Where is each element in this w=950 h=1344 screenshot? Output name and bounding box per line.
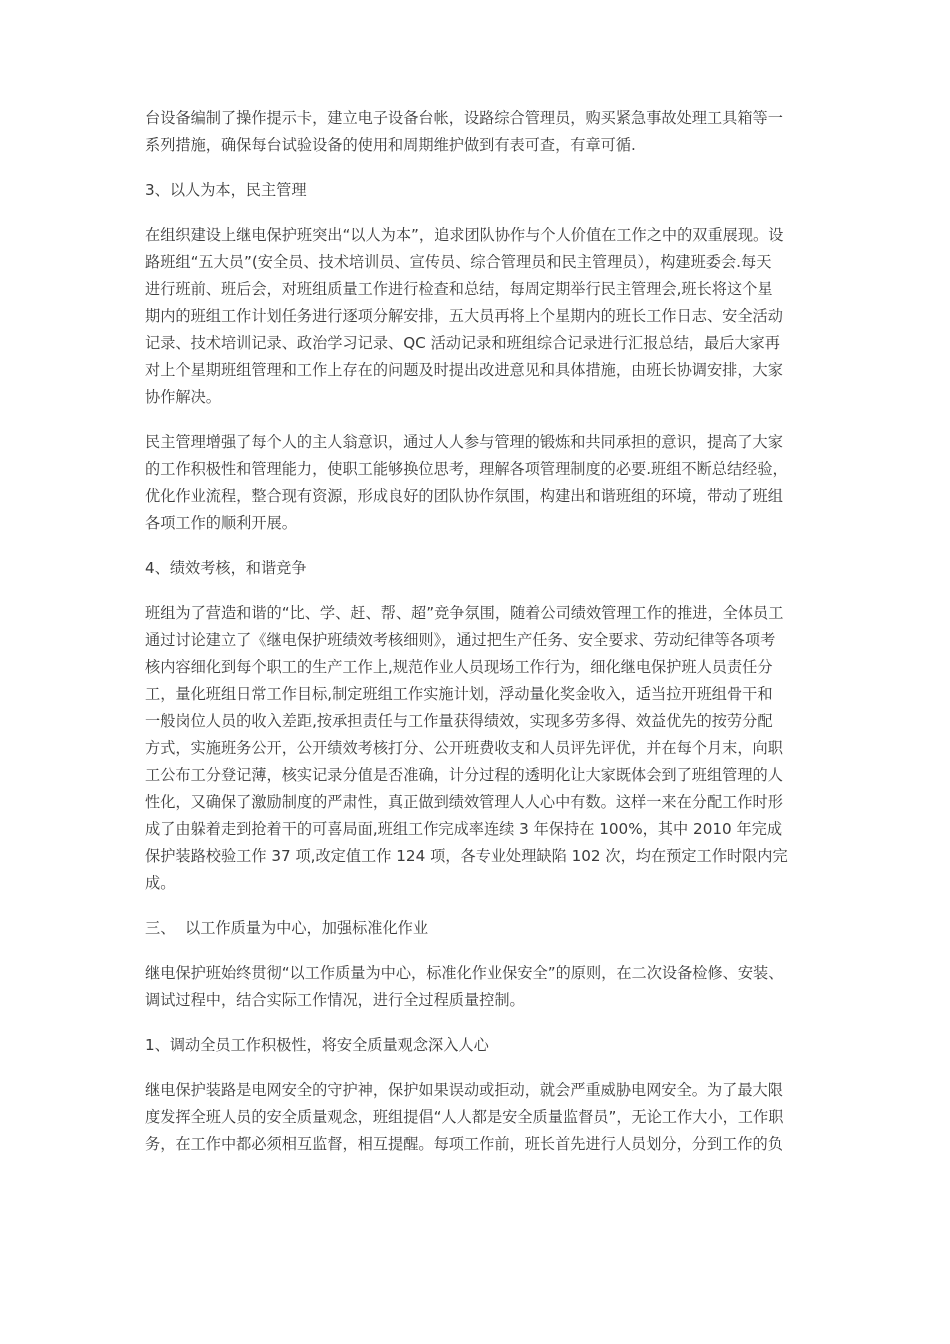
text-line: 度发挥全班人员的安全质量观念，班组提倡“人人都是安全质量监督员”，无论工作大小，工作职	[145, 1108, 784, 1126]
text-line: 继电保护班始终贯彻“以工作质量为中心，标准化作业保安全”的原则，在二次设备检修、安装、	[145, 964, 784, 982]
text-line: 保护装路校验工作 37 项,改定值工作 124 项，各专业处理缺陷 102 次，均在预定工作时限内完	[145, 847, 788, 865]
text-line: 成了由躲着走到抢着干的可喜局面,班组工作完成率连续 3 年保持在 100%，其中 2010 年完成	[145, 820, 783, 838]
text-line: 一般岗位人员的收入差距,按承担责任与工作量获得绩效，实现多劳多得、效益优先的按劳分配	[145, 712, 773, 730]
text-line: 工公布工分登记薄，核实记录分值是否准确，计分过程的透明化让大家既体会到了班组管理的人	[145, 766, 783, 784]
text-line: 期内的班组工作计划任务进行逐项分解安排，五大员再将上个星期内的班长工作日志、安全活动	[145, 307, 783, 325]
text-line: 协作解决。	[145, 388, 221, 406]
text-line: 的工作积极性和管理能力，使职工能够换位思考，理解各项管理制度的必要.班组不断总结经验，	[145, 460, 788, 478]
section-heading-people-oriented: 3、以人为本，民主管理	[145, 181, 307, 199]
text-line: 进行班前、班后会，对班组质量工作进行检查和总结，每周定期举行民主管理会,班长将这个星	[145, 280, 773, 298]
paragraph-quality-principle	[145, 960, 815, 1014]
text-line: 性化，又确保了激励制度的严肃性，真正做到绩效管理人人心中有数。这样一来在分配工作时形	[145, 793, 783, 811]
text-line: 方式，实施班务公开，公开绩效考核打分、公开班费收支和人员评先评优，并在每个月末，向职	[145, 739, 783, 757]
text-line: 对上个星期班组管理和工作上存在的问题及时提出改进意见和具体措施，由班长协调安排，大家	[145, 361, 783, 379]
text-line: 成。	[145, 874, 176, 892]
text-line: 路班组“五大员”(安全员、技术培训员、宣传员、综合管理员和民主管理员），构建班委会.每天	[145, 253, 772, 271]
text-line: 通过讨论建立了《继电保护班绩效考核细则》，通过把生产任务、安全要求、劳动纪律等各项考	[145, 631, 776, 649]
text-line: 优化作业流程，整合现有资源，形成良好的团队协作氛围，构建出和谐班组的环境，带动了班组	[145, 487, 783, 505]
section-heading-performance: 4、绩效考核，和谐竞争	[145, 559, 307, 577]
document-body	[145, 105, 815, 1158]
text-line: 记录、技术培训记录、政治学习记录、QC 活动记录和班组综合记录进行汇报总结，最后大家再	[145, 334, 780, 352]
text-line: 调试过程中，结合实际工作情况，进行全过程质量控制。	[145, 991, 525, 1009]
text-line: 班组为了营造和谐的“比、学、赶、帮、超”竞争氛围，随着公司绩效管理工作的推进，全体员工	[145, 604, 784, 622]
text-line: 系列措施，确保每台试验设备的使用和周期维护做到有表可查，有章可循.	[145, 136, 636, 154]
text-line: 在组织建设上继电保护班突出“以人为本”，追求团队协作与个人价值在工作之中的双重展现。设	[145, 226, 784, 244]
text-line: 台设备编制了操作提示卡，建立电子设备台帐，设路综合管理员，购买紧急事故处理工具箱等一	[145, 109, 783, 127]
section-heading-work-quality: 三、 以工作质量为中心，加强标准化作业	[145, 919, 429, 937]
text-line: 民主管理增强了每个人的主人翁意识，通过人人参与管理的锻炼和共同承担的意识，提高了大家	[145, 433, 783, 451]
paragraph-equipment-management	[145, 105, 815, 159]
text-line: 核内容细化到每个职工的生产工作上,规范作业人员现场工作行为，细化继电保护班人员责任分	[145, 658, 773, 676]
section-heading-safety-quality: 1、调动全员工作积极性，将安全质量观念深入人心	[145, 1036, 489, 1054]
text-line: 工，量化班组日常工作目标,制定班组工作实施计划，浮动量化奖金收入，适当拉开班组骨干和	[145, 685, 773, 703]
text-line: 继电保护装路是电网安全的守护神，保护如果误动或拒动，就会严重威胁电网安全。为了最大限	[145, 1081, 783, 1099]
text-line: 各项工作的顺利开展。	[145, 514, 297, 532]
text-line: 务，在工作中都必须相互监督，相互提醒。每项工作前，班长首先进行人员划分，分到工作的负	[145, 1135, 783, 1153]
paragraph-relay-protection	[145, 1077, 815, 1158]
paragraph-performance-assessment	[145, 600, 815, 897]
paragraph-democratic-management	[145, 429, 815, 537]
paragraph-organization-building	[145, 222, 815, 411]
